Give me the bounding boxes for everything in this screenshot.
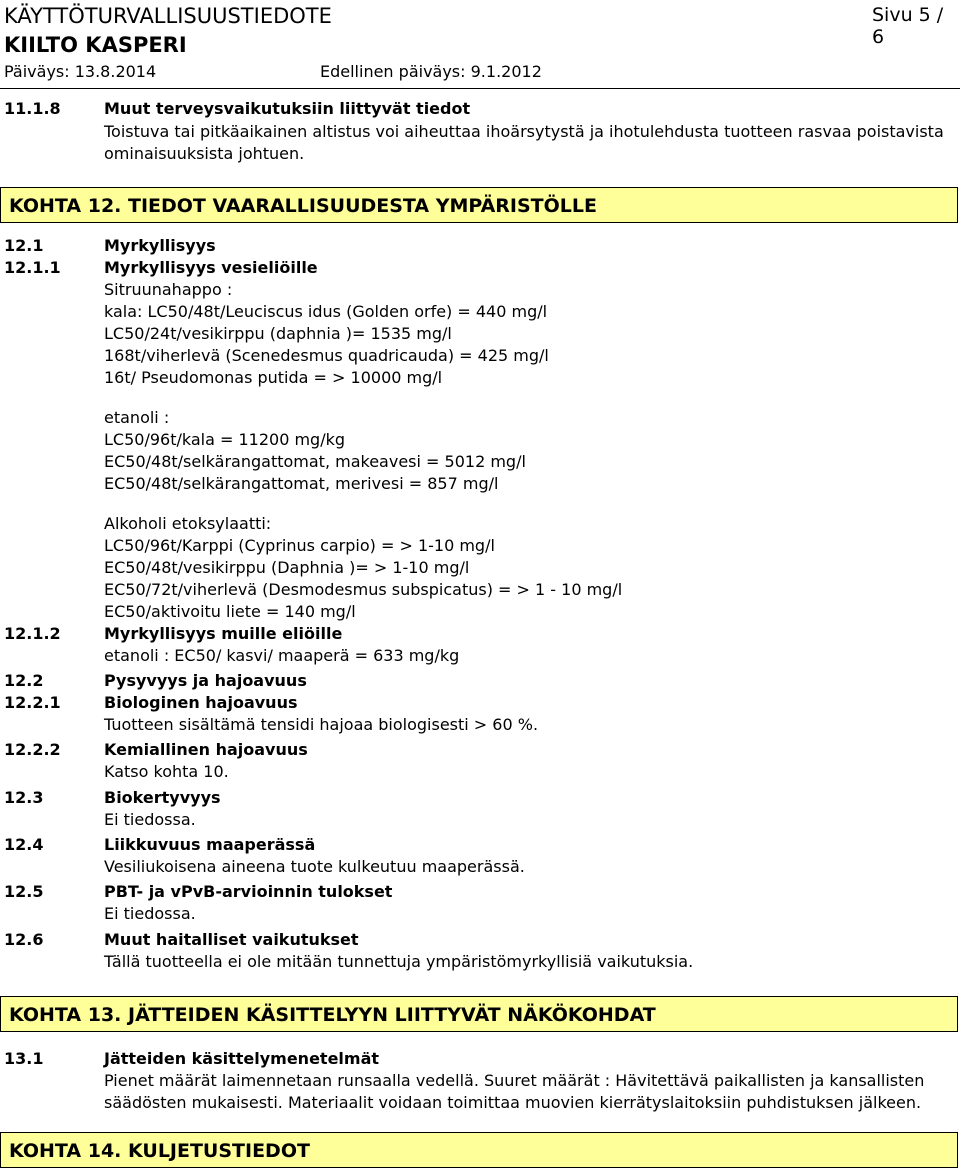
section-title: KOHTA 14. KULJETUSTIEDOT (9, 1140, 310, 1162)
section-number: 12.5 (4, 882, 44, 901)
toxicity-value: kala: LC50/48t/Leuciscus idus (Golden orfe) = 440 mg/l (104, 302, 548, 321)
toxicity-value: EC50/aktivoitu liete = 140 mg/l (104, 602, 356, 621)
section-number: 13.1 (4, 1049, 44, 1068)
section-number: 12.1 (4, 236, 44, 255)
section-14-header (0, 1132, 958, 1168)
section-title: KOHTA 12. TIEDOT VAARALLISUUDESTA YMPÄRISTÖLLE (9, 195, 597, 217)
toxicity-value: EC50/48t/vesikirppu (Daphnia )= > 1-10 mg/l (104, 558, 470, 577)
paragraph-line: Tuotteen sisältämä tensidi hajoaa biologisesti > 60 %. (104, 715, 539, 734)
paragraph-line: ominaisuuksista johtuen. (104, 144, 305, 163)
toxicity-value: EC50/48t/selkärangattomat, makeavesi = 5012 mg/l (104, 452, 526, 471)
paragraph-line: Tällä tuotteella ei ole mitään tunnettuja ympäristömyrkyllisiä vaikutuksia. (104, 952, 694, 971)
toxicity-value: LC50/96t/kala = 11200 mg/kg (104, 430, 346, 449)
subsection-heading: Myrkyllisyys muille eliöille (104, 624, 343, 643)
section-number: 12.3 (4, 788, 44, 807)
subsection-heading: Liikkuvuus maaperässä (104, 835, 316, 854)
section-13-header (0, 996, 958, 1032)
toxicity-value: EC50/48t/selkärangattomat, merivesi = 857 mg/l (104, 474, 499, 493)
section-number: 12.4 (4, 835, 44, 854)
section-number: 12.1.2 (4, 624, 61, 643)
subsection-heading: Biologinen hajoavuus (104, 693, 298, 712)
substance-label: Sitruunahappo : (104, 280, 233, 299)
section-number: 12.1.1 (4, 258, 61, 277)
paragraph-line: Katso kohta 10. (104, 762, 229, 781)
paragraph-line: etanoli : EC50/ kasvi/ maaperä = 633 mg/kg (104, 646, 460, 665)
section-number: 12.2.1 (4, 693, 61, 712)
subsection-heading: Jätteiden käsittelymenetelmät (104, 1049, 380, 1068)
paragraph-line: Ei tiedossa. (104, 810, 196, 829)
section-12-header (0, 187, 958, 223)
section-number: 11.1.8 (4, 99, 61, 118)
section-number: 12.6 (4, 930, 44, 949)
substance-label: Alkoholi etoksylaatti: (104, 514, 272, 533)
subsection-heading: Kemiallinen hajoavuus (104, 740, 308, 759)
subsection-heading: Muut haitalliset vaikutukset (104, 930, 359, 949)
subsection-heading: PBT- ja vPvB-arvioinnin tulokset (104, 882, 393, 901)
paragraph-line: Toistuva tai pitkäaikainen altistus voi aiheuttaa ihoärsytystä ja ihotulehdusta tuotteen rasvaa poistavista (104, 122, 944, 141)
paragraph-line: säädösten mukaisesti. Materiaalit voidaan toimittaa muovien kierrätyslaitoksiin puhdistuksen jälkeen. (104, 1093, 922, 1112)
subsection-heading: Biokertyvyys (104, 788, 221, 807)
subsection-heading: Muut terveysvaikutuksiin liittyvät tiedot (104, 99, 471, 118)
toxicity-value: 16t/ Pseudomonas putida = > 10000 mg/l (104, 368, 443, 387)
issue-date: Päiväys: 13.8.2014 (4, 62, 157, 81)
toxicity-value: 168t/viherlevä (Scenedesmus quadricauda) = 425 mg/l (104, 346, 549, 365)
paragraph-line: Pienet määrät laimennetaan runsaalla vedellä. Suuret määrät : Hävitettävä paikallisten ja kansallisten (104, 1071, 925, 1090)
section-number: 12.2 (4, 671, 44, 690)
page-number: Sivu 5 / 6 (872, 4, 944, 48)
toxicity-value: EC50/72t/viherlevä (Desmodesmus subspicatus) = > 1 - 10 mg/l (104, 580, 623, 599)
product-name: KIILTO KASPERI (4, 33, 187, 57)
substance-label: etanoli : (104, 408, 170, 427)
document-title: KÄYTTÖTURVALLISUUSTIEDOTE (4, 4, 332, 28)
previous-date: Edellinen päiväys: 9.1.2012 (320, 62, 542, 81)
paragraph-line: Ei tiedossa. (104, 904, 196, 923)
toxicity-value: LC50/24t/vesikirppu (daphnia )= 1535 mg/l (104, 324, 452, 343)
section-number: 12.2.2 (4, 740, 61, 759)
section-title: KOHTA 13. JÄTTEIDEN KÄSITTELYYN LIITTYVÄT NÄKÖKOHDAT (9, 1004, 656, 1026)
subsection-heading: Myrkyllisyys (104, 236, 216, 255)
header-divider (0, 88, 960, 89)
toxicity-value: LC50/96t/Karppi (Cyprinus carpio) = > 1-10 mg/l (104, 536, 495, 555)
paragraph-line: Vesiliukoisena aineena tuote kulkeutuu maaperässä. (104, 857, 525, 876)
subsection-heading: Myrkyllisyys vesieliöille (104, 258, 318, 277)
subsection-heading: Pysyvyys ja hajoavuus (104, 671, 307, 690)
